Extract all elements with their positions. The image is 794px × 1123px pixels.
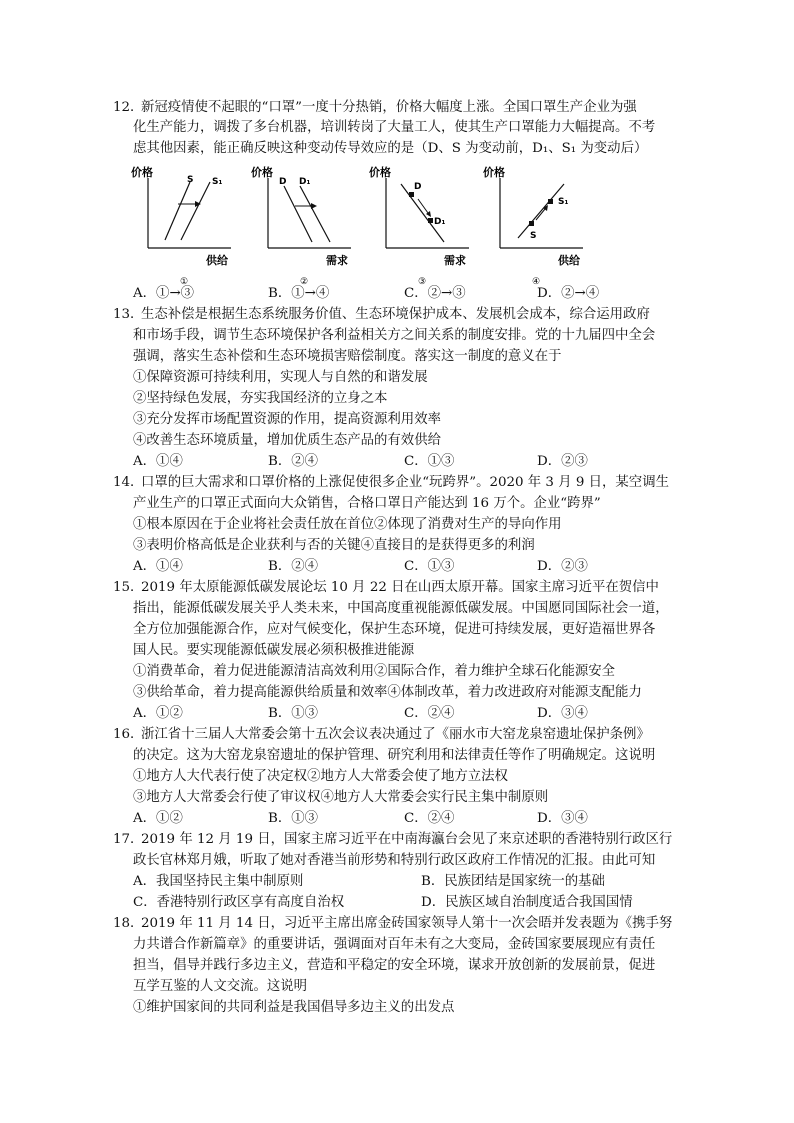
- answer-option-d[interactable]: D．②→④: [537, 286, 600, 301]
- question-text-line: 产业生产的口罩正式面向大众销售，合格口罩日产能达到 16 万个。企业“跨界”: [133, 496, 601, 511]
- answer-option-a[interactable]: A．①→③: [133, 286, 195, 301]
- question-text-line: 指出，能源低碳发展关乎人类未来，中国高度重视能源低碳发展。中国愿同国际社会一道，: [133, 601, 669, 616]
- question-text-line: 国人民。要实现能源低碳发展必须积极推进能源: [133, 643, 415, 658]
- answer-option-c[interactable]: C．②④: [404, 706, 455, 721]
- y-axis-label: 价格: [483, 166, 505, 179]
- answer-option-b[interactable]: B．①③: [268, 706, 319, 721]
- question-text-line: 互学互鉴的人文交流。这说明: [133, 979, 308, 994]
- statement-item: ①消费革命，着力促进能源清洁高效利用②国际合作，着力维护全球石化能源安全: [133, 664, 616, 679]
- answer-option-b[interactable]: B．民族团结是国家统一的基础: [421, 874, 605, 889]
- x-axis-label: 供给: [206, 254, 228, 267]
- question-number: 14．: [113, 475, 144, 490]
- statement-item: ③表明价格高低是企业获利与否的关键④直接目的是获得更多的利润: [133, 538, 535, 553]
- curve-label: S₁: [558, 197, 569, 207]
- curve-label: D₁: [299, 177, 311, 187]
- answer-option-d[interactable]: D．③④: [537, 706, 588, 721]
- curve-label: S: [530, 231, 537, 241]
- demand-movement-graph: [366, 162, 476, 288]
- answer-option-c[interactable]: C．①③: [404, 454, 455, 469]
- answer-option-a[interactable]: A．我国坚持民主集中制原则: [133, 874, 304, 889]
- supply-movement-graph: [480, 162, 590, 288]
- statement-item: ③供给革命，着力提高能源供给质量和效率④体制改革，着力改进政府对能源支配能力: [133, 685, 642, 700]
- question-number: 15．: [113, 580, 144, 595]
- y-axis-label: 价格: [251, 166, 273, 179]
- answer-option-c[interactable]: C．②→③: [404, 286, 466, 301]
- curve-label: D₁: [434, 217, 446, 227]
- question-text-line: 新冠疫情使不起眼的“口罩”一度十分热销，价格大幅度上涨。全国口罩生产企业为强: [141, 100, 637, 115]
- graph-number: ③: [418, 277, 427, 287]
- supply-shift-graph: [128, 162, 238, 288]
- question-text-line: 浙江省十三届人大常委会第十五次会议表决通过了《丽水市大窑龙泉窑遗址保护条例》: [141, 727, 650, 742]
- answer-option-a[interactable]: A．①②: [133, 811, 183, 826]
- curve-label: S₁: [212, 177, 223, 187]
- question-text-line: 的决定。这为大窑龙泉窑遗址的保护管理、研究利用和法律责任等作了明确规定。这说明: [133, 748, 656, 763]
- answer-option-d[interactable]: D．民族区域自治制度适合我国国情: [421, 895, 633, 910]
- y-axis-label: 价格: [131, 166, 153, 179]
- question-text-line: 和市场手段，调节生态环境保护各利益相关方之间关系的制度安排。党的十九届四中全会: [133, 328, 656, 343]
- statement-item: ③地方人大常委会行使了审议权④地方人大常委会实行民主集中制原则: [133, 790, 549, 805]
- statement-item: ①根本原因在于企业将社会责任放在首位②体现了消费对生产的导向作用: [133, 517, 562, 532]
- question-text-line: 2019 年 11 月 14 日，习近平主席出席金砖国家领导人第十一次会晤并发表题为《携手努: [141, 916, 673, 931]
- demand-shift-graph: [248, 162, 358, 288]
- x-axis-label: 供给: [558, 254, 580, 267]
- question-text-line: 虑其他因素，能正确反映这种变动传导效应的是（D、S 为变动前，D₁、S₁ 为变动后）: [133, 141, 648, 156]
- answer-option-c[interactable]: C．②④: [404, 811, 455, 826]
- question-text-line: 政长官林郑月娥，听取了她对香港当前形势和特别行政区政府工作情况的汇报。由此可知: [133, 853, 656, 868]
- question-text-line: 口罩的巨大需求和口罩价格的上涨促使很多企业“玩跨界”。2020 年 3 月 9 日，某空调生: [141, 475, 669, 490]
- answer-option-d[interactable]: D．②③: [537, 559, 588, 574]
- question-text-line: 2019 年太原能源低碳发展论坛 10 月 22 日在山西太原开幕。国家主席习近平在贺信中: [141, 580, 659, 595]
- question-text-line: 2019 年 12 月 19 日，国家主席习近平在中南海瀛台会见了来京述职的香港特别行政区行: [141, 832, 673, 847]
- graph-number: ②: [300, 277, 309, 287]
- statement-item: ①保障资源可持续利用，实现人与自然的和谐发展: [133, 370, 428, 385]
- curve-label: D: [414, 182, 422, 192]
- statement-item: ③充分发挥市场配置资源的作用，提高资源利用效率: [133, 412, 441, 427]
- question-number: 12．: [113, 100, 144, 115]
- question-number: 13．: [113, 307, 144, 322]
- graph-number: ①: [180, 277, 189, 287]
- answer-option-a[interactable]: A．①④: [133, 454, 183, 469]
- statement-item: ①地方人大代表行使了决定权②地方人大常委会使了地方立法权: [133, 769, 508, 784]
- graph-number: ④: [532, 277, 541, 287]
- question-text-line: 强调，落实生态补偿和生态环境损害赔偿制度。落实这一制度的意义在于: [133, 349, 562, 364]
- question-text-line: 化生产能力，调拨了多台机器，培训转岗了大量工人，使其生产口罩能力大幅提高。不考: [133, 120, 656, 135]
- answer-option-c[interactable]: C．香港特别行政区享有高度自治权: [133, 895, 345, 910]
- answer-option-b[interactable]: B．①③: [268, 811, 319, 826]
- curve-label: D: [279, 177, 287, 187]
- question-text-line: 生态补偿是根据生态系统服务价值、生态环境保护成本、发展机会成本，综合运用政府: [141, 307, 650, 322]
- answer-option-b[interactable]: B．①→④: [268, 286, 330, 301]
- question-text-line: 全方位加强能源合作，应对气候变化，保护生态环境，促进可持续发展，更好造福世界各: [133, 622, 656, 637]
- answer-option-d[interactable]: D．③④: [537, 811, 588, 826]
- answer-option-b[interactable]: B．②④: [268, 454, 319, 469]
- statement-item: ②坚持绿色发展，夯实我国经济的立身之本: [133, 391, 388, 406]
- answer-option-b[interactable]: B．②④: [268, 559, 319, 574]
- x-axis-label: 需求: [326, 254, 348, 267]
- answer-option-a[interactable]: A．①④: [133, 559, 183, 574]
- y-axis-label: 价格: [369, 166, 391, 179]
- question-number: 18．: [113, 916, 144, 931]
- answer-option-c[interactable]: C．①③: [404, 559, 455, 574]
- statement-item: ④改善生态环境质量，增加优质生态产品的有效供给: [133, 433, 441, 448]
- question-text-line: 担当，倡导并践行多边主义，营造和平稳定的安全环境，谋求开放创新的发展前景，促进: [133, 958, 656, 973]
- svg-text:价格: [131, 165, 153, 179]
- x-axis-label: 需求: [444, 254, 466, 267]
- statement-item: ①维护国家间的共同利益是我国倡导多边主义的出发点: [133, 1000, 455, 1015]
- curve-label: S: [187, 175, 194, 185]
- answer-option-a[interactable]: A．①②: [133, 706, 183, 721]
- question-text-line: 力共谱合作新篇章》的重要讲话，强调面对百年未有之大变局，金砖国家要展现应有责任: [133, 937, 656, 952]
- question-number: 16．: [113, 727, 144, 742]
- answer-option-d[interactable]: D．②③: [537, 454, 588, 469]
- question-number: 17．: [113, 832, 144, 847]
